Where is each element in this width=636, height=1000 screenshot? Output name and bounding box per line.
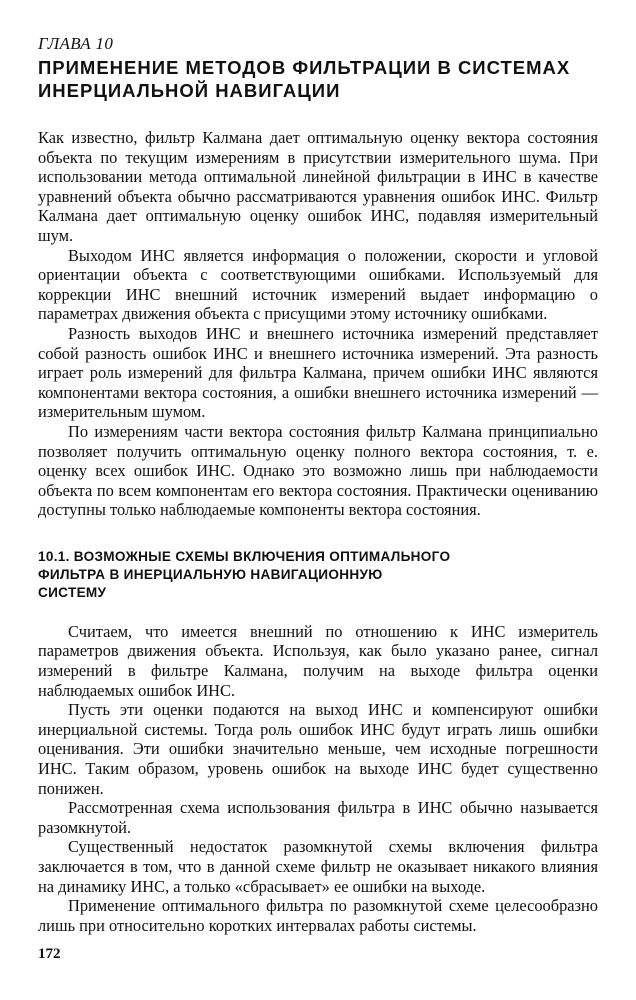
- intro-paragraph: Разность выходов ИНС и внешнего источника измерений представляет собой разность ошибок ИНС и внешнего источника измерений. Эта разность играет роль измерений для фильтра Калмана, причем ошибки ИНС являются компонентами вектора состояния, а ошибки внешнего источника измерений — измерительным шумом.: [38, 323, 598, 422]
- section-paragraph: Существенный недостаток разомкнутой схемы включения фильтра заключается в том, что в данной схеме фильтр не оказывает никакого влияния на динамику ИНС, а только «сбрасывает» ее ошибки на выходе.: [38, 837, 598, 896]
- section-text: [38, 622, 598, 936]
- chapter-title-line: ИНЕРЦИАЛЬНОЙ НАВИГАЦИИ: [38, 80, 341, 101]
- section-heading-line: 10.1. ВОЗМОЖНЫЕ СХЕМЫ ВКЛЮЧЕНИЯ ОПТИМАЛЬНОГО: [38, 548, 451, 564]
- intro-paragraph: Как известно, фильтр Калмана дает оптимальную оценку вектора состояния объекта по текущим измерениям в присутствии измерительного шума. При использовании метода оптимальной линейной фильтрации в ИНС в качестве уравнений объекта обычно рассматриваются уравнения ошибок ИНС. Фильтр Калмана дает оптимальную оценку ошибок ИНС, подавляя измерительный шум.: [38, 128, 598, 245]
- section-paragraph: Пусть эти оценки подаются на выход ИНС и компенсируют ошибки инерциальной системы. Тогда роль ошибок ИНС будут играть лишь ошибки оценивания. Эти ошибки значительно меньше, чем исходные погрешности ИНС. Таким образом, уровень ошибок на выходе ИНС будет существенно понижен.: [38, 700, 598, 798]
- intro-text: [38, 128, 598, 520]
- intro-paragraph: Выходом ИНС является информация о положении, скорости и угловой ориентации объекта с соответствующими ошибками. Используемый для коррекции ИНС внешний источник измерений выдает информацию о параметрах движения объекта с присущими этому источнику ошибками.: [38, 245, 598, 324]
- chapter-title-line: ПРИМЕНЕНИЕ МЕТОДОВ ФИЛЬТРАЦИИ В СИСТЕМАХ: [38, 57, 571, 78]
- intro-paragraph: По измерениям части вектора состояния фильтр Калмана принципиально позволяет получить оптимальную оценку полного вектора состояния, т. е. оценку всех ошибок ИНС. Однако это возможно лишь при наблюдаемости объекта по всем компонентам его вектора состояния. Практически оцениванию доступны только наблюдаемые компоненты вектора состояния.: [38, 421, 598, 520]
- section-paragraph: Рассмотренная схема использования фильтра в ИНС обычно называется разомкнутой.: [38, 798, 598, 837]
- chapter-label: ГЛАВА 10: [38, 34, 114, 53]
- section-paragraph: Применение оптимального фильтра по разомкнутой схеме целесообразно лишь при относительно коротких интервалах работы системы.: [38, 896, 598, 935]
- section-paragraph: Считаем, что имеется внешний по отношению к ИНС измеритель параметров движения объекта. Используя, как было указано ранее, сигнал измерений в фильтре Калмана, получим на выходе фильтра оценки наблюдаемых ошибок ИНС.: [38, 621, 598, 700]
- page-number: 172: [38, 946, 61, 962]
- page-content: [38, 34, 598, 935]
- chapter-title: [38, 56, 598, 102]
- section-heading-line: ФИЛЬТРА В ИНЕРЦИАЛЬНУЮ НАВИГАЦИОННУЮ: [38, 566, 383, 582]
- section-heading-line: СИСТЕМУ: [38, 584, 107, 600]
- section-heading: [38, 548, 508, 602]
